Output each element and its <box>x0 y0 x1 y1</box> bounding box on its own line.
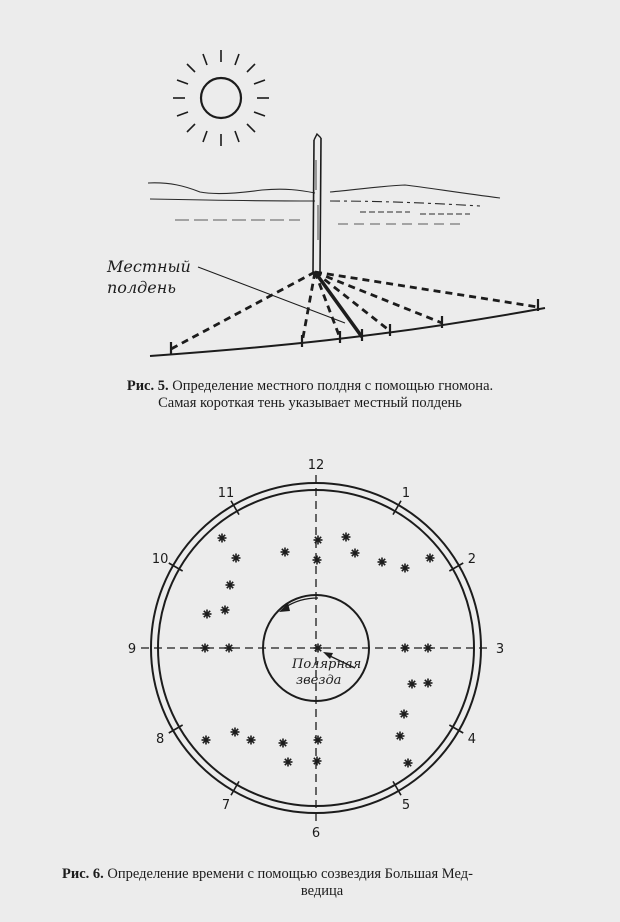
figure-6-clock <box>128 458 504 841</box>
hour-number: 4 <box>467 732 477 747</box>
star-icon <box>231 728 240 737</box>
local-noon-label-line2: полдень <box>107 278 176 297</box>
star-icon <box>232 554 241 563</box>
hour-number: 2 <box>467 552 477 567</box>
hour-number: 12 <box>307 458 325 473</box>
star-icon <box>424 644 433 653</box>
star-icon <box>400 710 409 719</box>
star-icon <box>314 644 323 653</box>
sun-icon <box>173 50 269 146</box>
ursa-major-stars <box>201 533 435 768</box>
figure-6-caption-ref: Рис. 6. <box>62 866 104 882</box>
figure-5-gnomon <box>106 50 545 356</box>
star-icon <box>426 554 435 563</box>
star-icon <box>401 564 410 573</box>
figure-5-caption <box>0 378 620 412</box>
gnomon-pole <box>313 134 321 273</box>
star-icon <box>378 558 387 567</box>
star-icon <box>313 757 322 766</box>
star-icon <box>408 680 417 689</box>
star-icon <box>203 610 212 619</box>
hour-number: 5 <box>401 797 411 813</box>
hour-number: 11 <box>217 486 235 502</box>
star-icon <box>281 548 290 557</box>
polar-star-label-line2: звезда <box>296 673 342 688</box>
hour-number: 10 <box>151 552 169 567</box>
hour-number: 8 <box>155 732 165 747</box>
star-icon <box>201 644 210 653</box>
star-icon <box>314 736 323 745</box>
figure-6-caption-line1: Определение времени с помощью созвездия Большая Мед- <box>107 866 473 882</box>
star-icon <box>218 534 227 543</box>
star-icon <box>314 536 323 545</box>
hour-number: 1 <box>401 486 411 502</box>
figure-6-caption-line2: ведица <box>300 883 344 899</box>
star-icon <box>284 758 293 767</box>
star-icon <box>247 736 256 745</box>
hour-number: 3 <box>495 642 505 657</box>
hour-number: 7 <box>221 797 231 813</box>
figure-5-caption-line2: Самая короткая тень указывает местный полдень <box>158 395 462 411</box>
star-icon <box>202 736 211 745</box>
hour-number: 6 <box>311 826 321 841</box>
star-icon <box>226 581 235 590</box>
star-icon <box>401 644 410 653</box>
hour-number: 9 <box>127 642 137 657</box>
star-icon <box>313 556 322 565</box>
figure-5-caption-ref: Рис. 5. <box>126 378 169 394</box>
star-icon <box>221 606 230 615</box>
star-icon <box>424 679 433 688</box>
polar-star-label-line1: Полярная <box>292 657 362 672</box>
star-icon <box>225 644 234 653</box>
star-icon <box>396 732 405 741</box>
star-icon <box>351 549 360 558</box>
star-icon <box>404 759 413 768</box>
horizon-landscape <box>148 183 500 224</box>
figure-5-caption-line1: Определение местного полдня с помощью гномона. <box>172 378 494 394</box>
star-icon <box>342 533 351 542</box>
figure-6-caption <box>62 866 582 900</box>
local-noon-label-line1: Местный <box>107 257 191 276</box>
star-icon <box>279 739 288 748</box>
